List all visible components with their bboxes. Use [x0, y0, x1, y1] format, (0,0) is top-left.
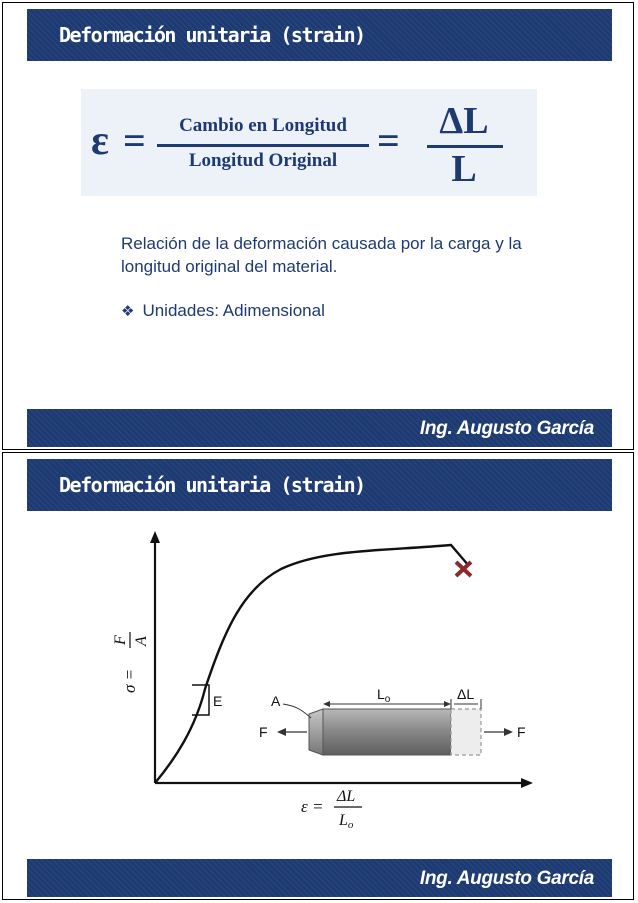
area-leader [283, 704, 311, 718]
equals-sign: = [123, 118, 146, 163]
x-axis-label [301, 788, 362, 831]
fracture-x-icon [456, 562, 471, 576]
slide-2 [2, 452, 634, 900]
equals-sign-2: = [377, 118, 400, 163]
footer-bar [27, 859, 612, 897]
x-label-numerator: ΔL [337, 788, 356, 805]
y-axis-label [112, 632, 150, 693]
slide-1 [2, 2, 634, 450]
diamond-bullet-icon: ❖ [121, 303, 135, 320]
y-label-numerator: F [112, 635, 129, 645]
area-label: A [271, 693, 281, 709]
slide-title: Deformación unitaria (strain) [59, 473, 365, 497]
arrow-right-icon [504, 728, 513, 736]
y-label-denominator: A [133, 636, 150, 646]
slope-triangle [192, 685, 209, 715]
delta-l: ΔL [439, 100, 489, 142]
elongation-label: ΔL [457, 686, 475, 702]
x-label-denominator: Lo [339, 812, 354, 831]
stress-strain-diagram [93, 519, 543, 849]
fraction-bar [157, 144, 369, 147]
dimension-arrow-icon [444, 701, 451, 707]
arrow-left-icon [277, 728, 286, 736]
specimen-elongation [451, 709, 481, 755]
units-text: Unidades: Adimensional [142, 301, 325, 320]
formula-denominator: Longitud Original [188, 150, 338, 171]
epsilon-symbol: ε [91, 118, 109, 164]
title-bar [27, 9, 612, 61]
dimension-arrow-icon [323, 701, 330, 707]
footer-author: Ing. Augusto García [419, 868, 594, 889]
tensile-specimen [259, 686, 526, 755]
y-label-lhs: σ = [120, 668, 139, 693]
specimen-end-cap [309, 709, 323, 755]
length-label: $L_o$ [377, 686, 391, 705]
force-left-label: F [259, 724, 268, 740]
length-l: L [451, 148, 477, 190]
units-bullet [121, 301, 325, 321]
y-axis-arrow-icon [150, 531, 160, 543]
slide-title: Deformación unitaria (strain) [59, 23, 365, 47]
force-right-label: F [517, 724, 526, 740]
formula-numerator: Cambio en Longitud [179, 115, 347, 136]
footer-bar [27, 409, 612, 447]
description-text: Relación de la deformación causada por la carga y la longitud original del material. [121, 234, 522, 276]
specimen-bar [323, 709, 451, 755]
footer-author: Ing. Augusto García [419, 418, 594, 439]
title-bar [27, 459, 612, 511]
x-label-lhs: ε = [301, 797, 324, 816]
strain-formula [81, 89, 537, 196]
x-axis-arrow-icon [521, 778, 533, 788]
slope-label: E [213, 693, 223, 709]
